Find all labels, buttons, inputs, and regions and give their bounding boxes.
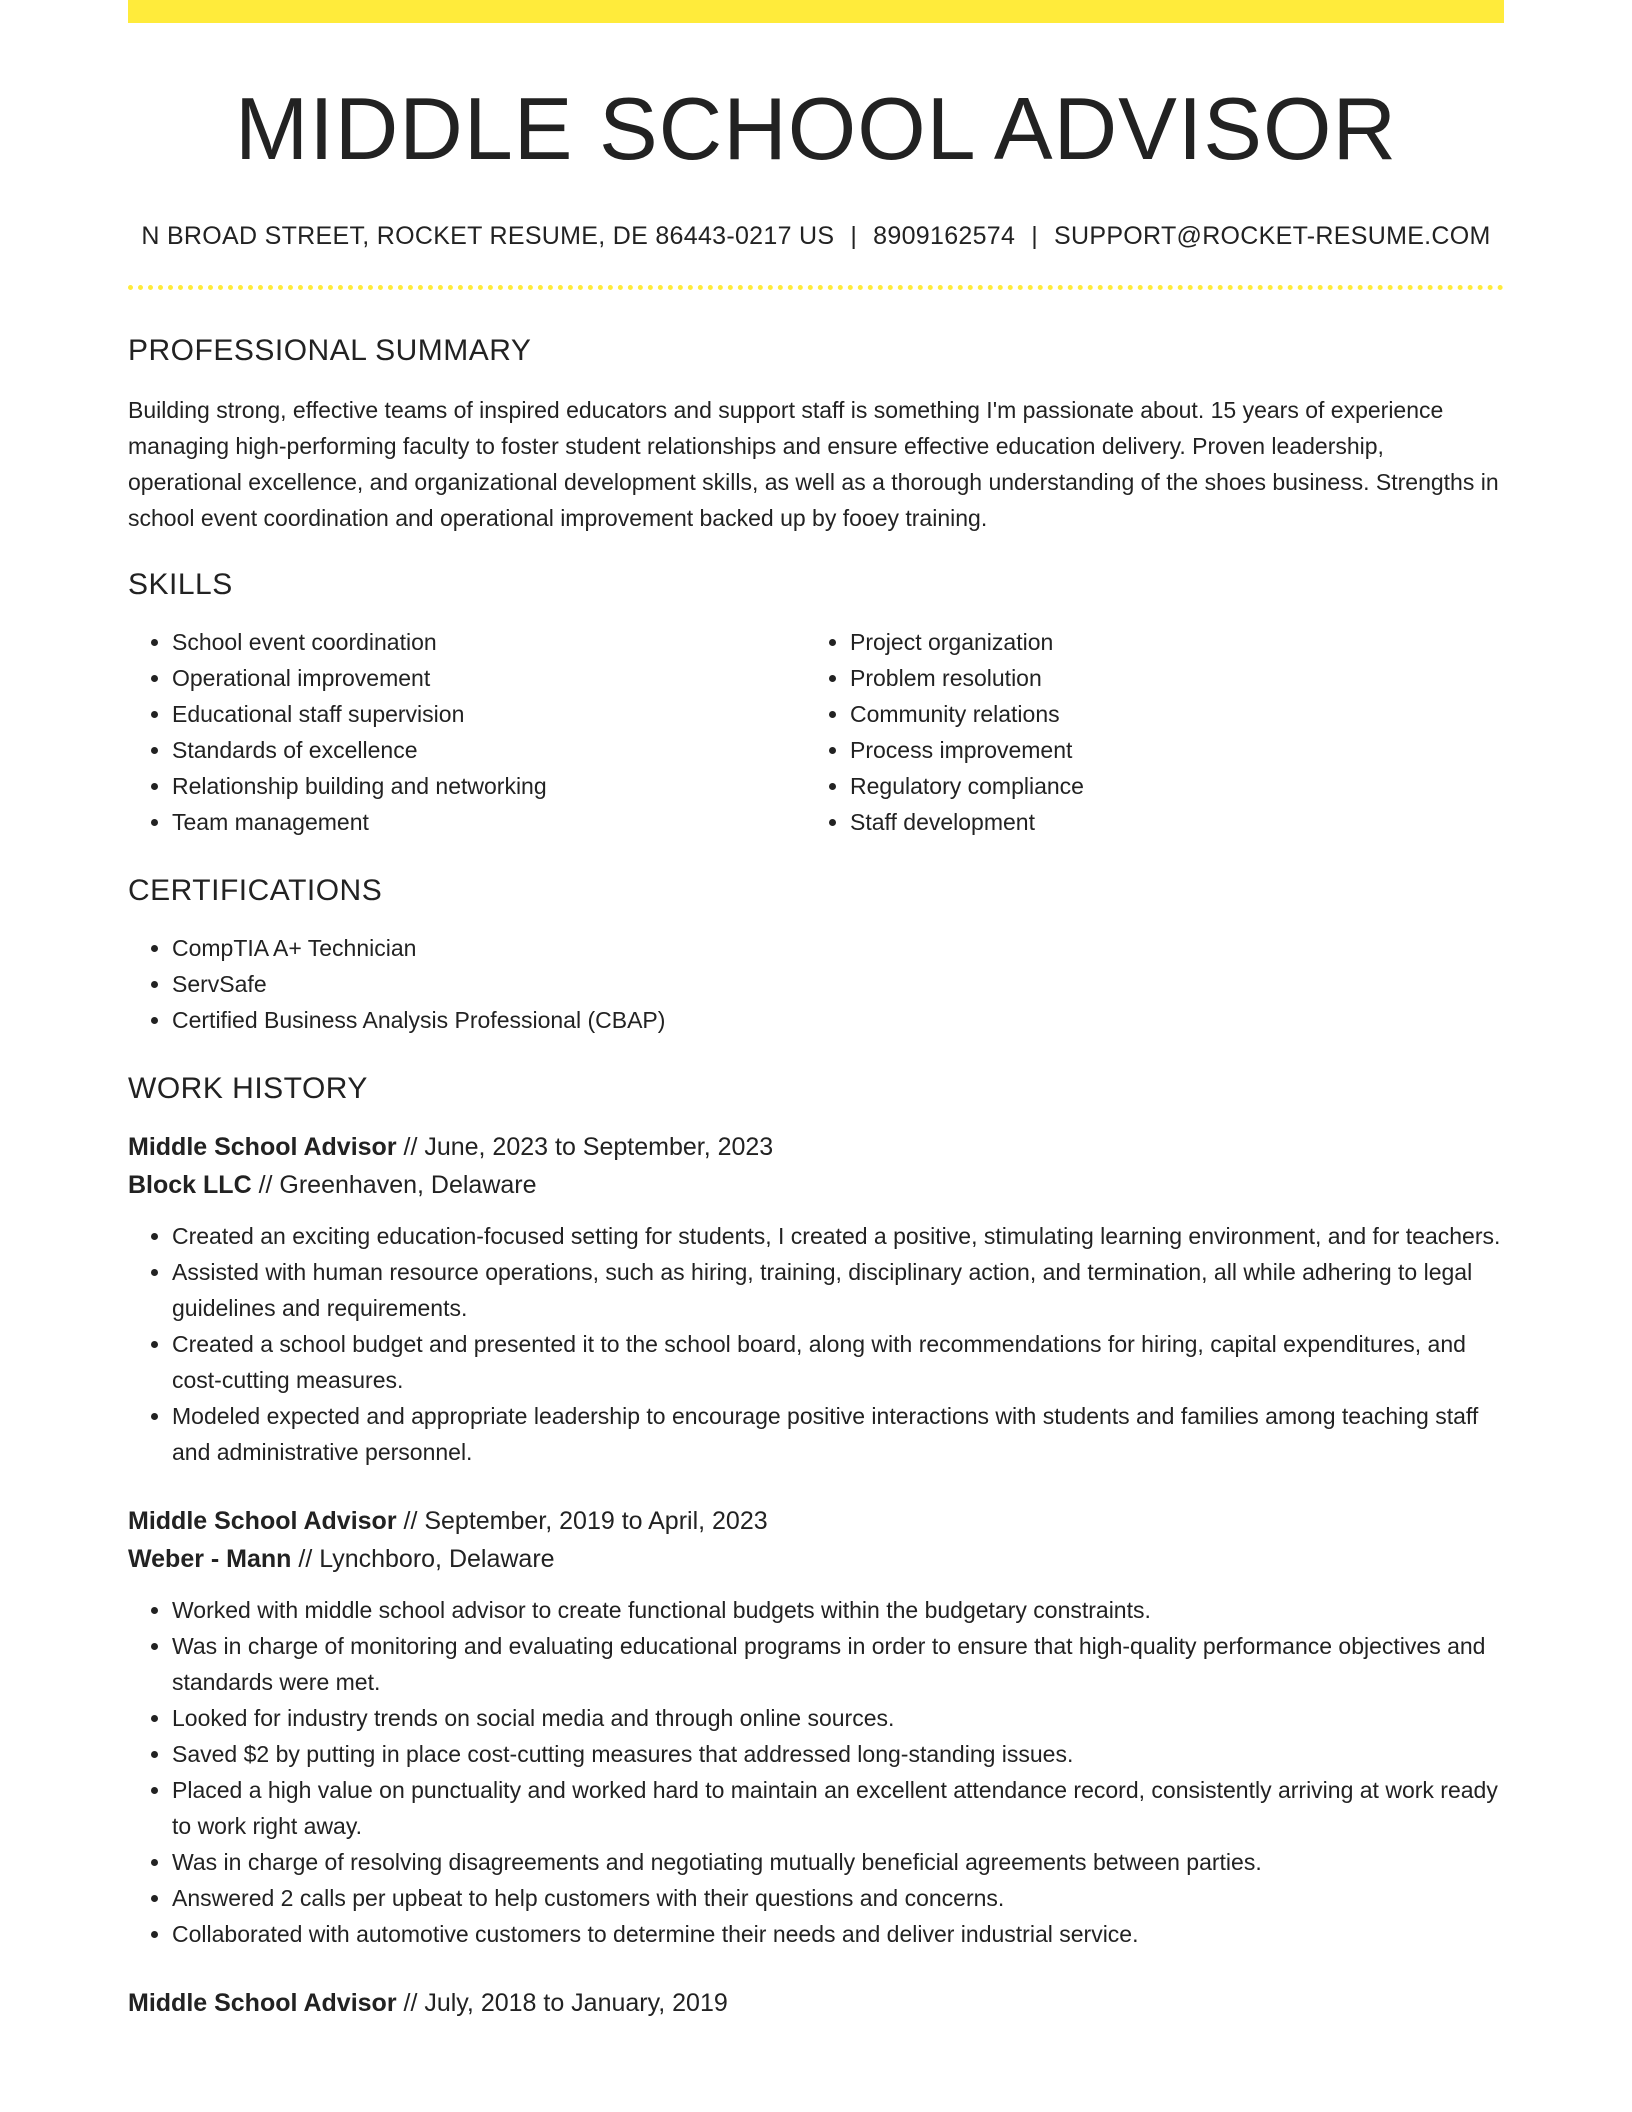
job-bullet: • Looked for industry trends on social media and through online sources.: [172, 1700, 1504, 1736]
job-bullet: • Placed a high value on punctuality and worked hard to maintain an excellent attendance record, consistently arriving at work ready to work right away.: [172, 1772, 1504, 1844]
skill-item: • Relationship building and networking: [172, 768, 806, 804]
certification-item: • ServSafe: [172, 966, 1504, 1002]
job-company: Weber - Mann: [128, 1544, 292, 1573]
job-bullet: • Assisted with human resource operations, such as hiring, training, disciplinary action, and termination, all while adhering to legal guidelines and requirements.: [172, 1254, 1504, 1326]
skill-item: • Regulatory compliance: [850, 768, 1484, 804]
contact-email: SUPPORT@ROCKET-RESUME.COM: [1054, 221, 1491, 250]
job-company: Block LLC: [128, 1170, 252, 1199]
job-bullet: • Was in charge of monitoring and evaluating educational programs in order to ensure that high-quality performance objectives and standards were met.: [172, 1628, 1504, 1700]
skills-list: [128, 624, 1504, 840]
resume-page: [128, 0, 1504, 2022]
skill-item: • Staff development: [850, 804, 1484, 840]
skills-heading: SKILLS: [128, 567, 233, 601]
work-history-heading: WORK HISTORY: [128, 1071, 368, 1105]
summary-text: Building strong, effective teams of inspired educators and support staff is something I'm passionate about. 15 years of experience managing high-performing faculty to foster student relationships and ensure effective education delivery. Proven leadership, operational excellence, and organizational development skills, as well as a thorough understanding of the shoes business. Strengths in school event coordination and operational improvement backed up by fooey training.: [128, 396, 1499, 531]
certification-item: • Certified Business Analysis Professional (CBAP): [172, 1002, 1504, 1038]
skill-item: • Standards of excellence: [172, 732, 806, 768]
skills-column-right: [806, 624, 1484, 840]
job-bullet: • Answered 2 calls per upbeat to help customers with their questions and concerns.: [172, 1880, 1504, 1916]
skill-item: • Process improvement: [850, 732, 1484, 768]
job-title-line: [128, 1128, 1504, 1166]
job-role: Middle School Advisor: [128, 1988, 397, 2017]
skills-column-left: [128, 624, 806, 840]
job-entry: [128, 1128, 1504, 1470]
job-dates: // July, 2018 to January, 2019: [396, 1988, 728, 2017]
accent-bar: [128, 0, 1504, 23]
job-bullets: [128, 1592, 1504, 1952]
summary-heading: PROFESSIONAL SUMMARY: [128, 333, 532, 367]
dotted-divider: [128, 285, 1504, 290]
job-role: Middle School Advisor: [128, 1506, 397, 1535]
job-company-line: [128, 1540, 1504, 1578]
certifications-heading: CERTIFICATIONS: [128, 873, 383, 907]
job-bullet: • Was in charge of resolving disagreements and negotiating mutually beneficial agreements between parties.: [172, 1844, 1504, 1880]
contact-phone: 8909162574: [873, 221, 1016, 250]
job-entry: [128, 1502, 1504, 1952]
job-location: // Lynchboro, Delaware: [291, 1544, 555, 1573]
job-bullet: • Worked with middle school advisor to create functional budgets within the budgetary constraints.: [172, 1592, 1504, 1628]
job-title-line: [128, 1984, 1504, 2022]
job-location: // Greenhaven, Delaware: [251, 1170, 537, 1199]
contact-line: [128, 222, 1504, 251]
skill-item: • School event coordination: [172, 624, 806, 660]
skill-item: • Educational staff supervision: [172, 696, 806, 732]
job-title-line: [128, 1502, 1504, 1540]
job-bullet: • Saved $2 by putting in place cost-cutting measures that addressed long-standing issues.: [172, 1736, 1504, 1772]
skill-item: • Team management: [172, 804, 806, 840]
skill-item: • Project organization: [850, 624, 1484, 660]
contact-address: N BROAD STREET, ROCKET RESUME, DE 86443-0217 US: [141, 221, 835, 250]
contact-separator: |: [850, 221, 858, 250]
resume-name: MIDDLE SCHOOL ADVISOR: [235, 79, 1397, 178]
skill-item: • Operational improvement: [172, 660, 806, 696]
skill-item: • Problem resolution: [850, 660, 1484, 696]
job-company-line: [128, 1166, 1504, 1204]
contact-separator: |: [1031, 221, 1039, 250]
certification-item: • CompTIA A+ Technician: [172, 930, 1504, 966]
job-entry: [128, 1984, 1504, 2022]
job-role: Middle School Advisor: [128, 1132, 397, 1161]
job-bullets: [128, 1218, 1504, 1470]
certifications-list: [128, 930, 1504, 1038]
job-bullet: • Created a school budget and presented it to the school board, along with recommendations for hiring, capital expenditures, and cost-cutting measures.: [172, 1326, 1504, 1398]
job-bullet: • Collaborated with automotive customers to determine their needs and deliver industrial service.: [172, 1916, 1504, 1952]
skill-item: • Community relations: [850, 696, 1484, 732]
job-bullet: • Modeled expected and appropriate leadership to encourage positive interactions with students and families among teaching staff and administrative personnel.: [172, 1398, 1504, 1470]
job-dates: // September, 2019 to April, 2023: [396, 1506, 768, 1535]
job-bullet: • Created an exciting education-focused setting for students, I created a positive, stimulating learning environment, and for teachers.: [172, 1218, 1504, 1254]
job-dates: // June, 2023 to September, 2023: [396, 1132, 774, 1161]
